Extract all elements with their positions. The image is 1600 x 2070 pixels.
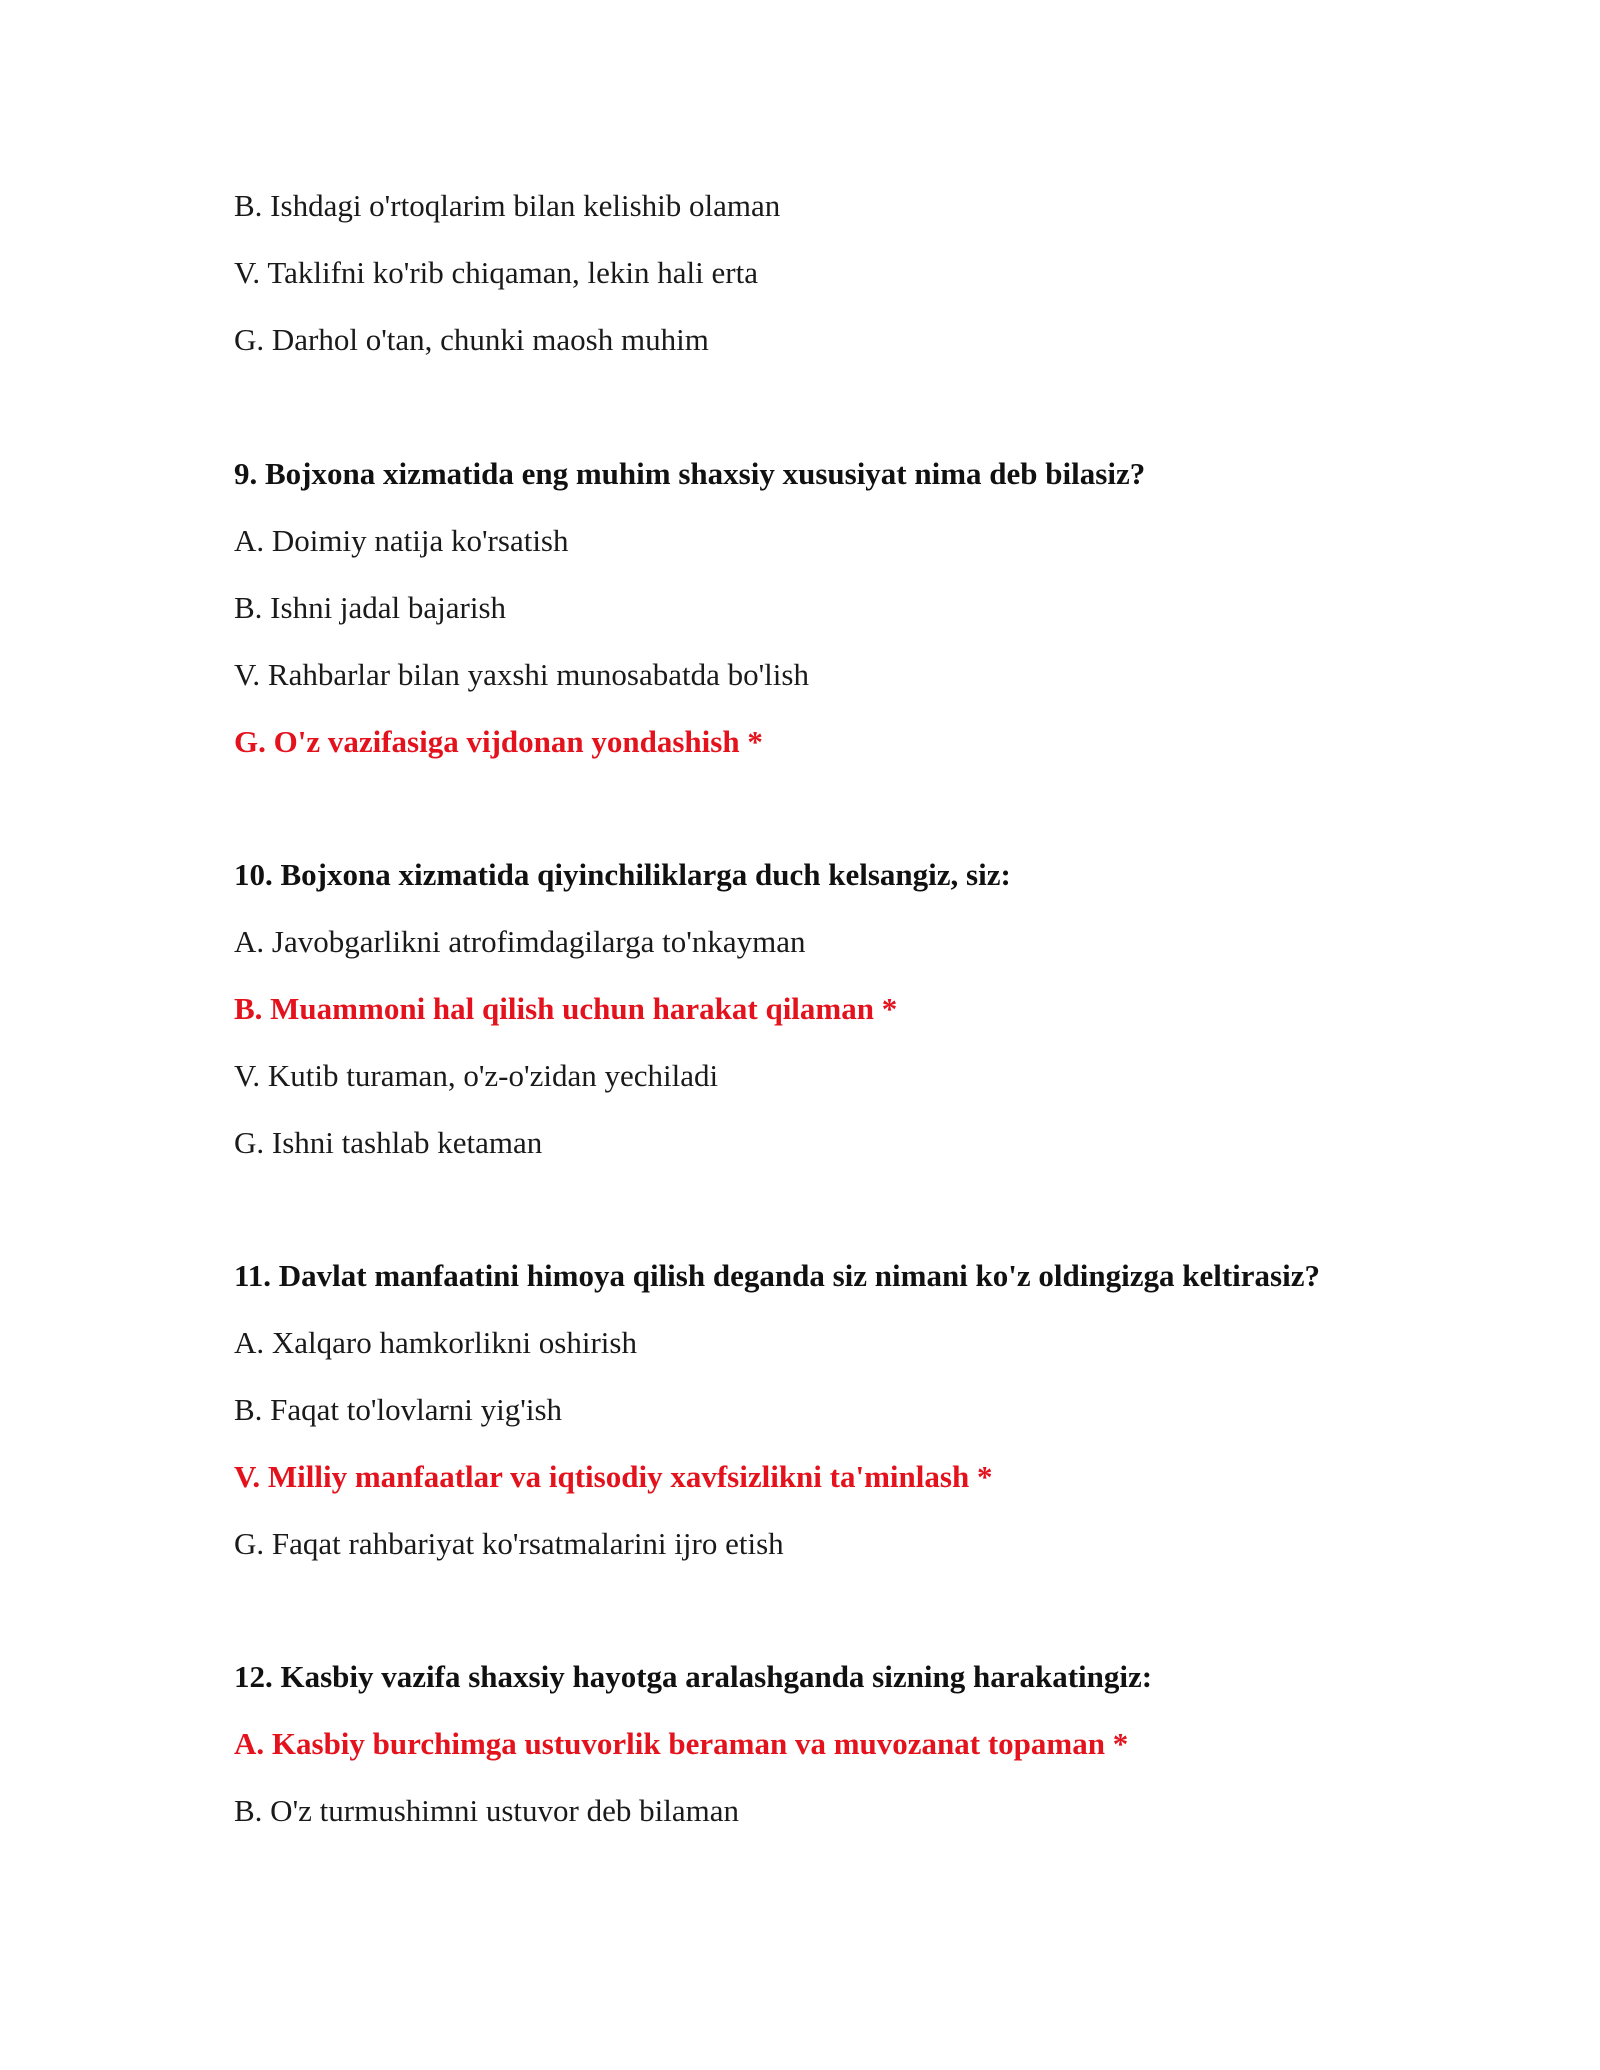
q9-option-g-correct: G. O'z vazifasiga vijdonan yondashish * [234, 724, 763, 759]
q11-option-g: G. Faqat rahbariyat ko'rsatmalarini ijro etish [234, 1526, 784, 1561]
question-10: 10. Bojxona xizmatida qiyinchiliklarga duch kelsangiz, siz: [234, 857, 1011, 892]
q10-option-g: G. Ishni tashlab ketaman [234, 1125, 543, 1160]
q12-option-b: B. O'z turmushimni ustuvor deb bilaman [234, 1793, 739, 1828]
question-11: 11. Davlat manfaatini himoya qilish deganda siz nimani ko'z oldingizga keltirasiz? [234, 1258, 1320, 1293]
option-v: V. Taklifni ko'rib chiqaman, lekin hali erta [234, 255, 758, 290]
q9-option-a: A. Doimiy natija ko'rsatish [234, 523, 569, 558]
q9-option-v: V. Rahbarlar bilan yaxshi munosabatda bo'lish [234, 657, 809, 692]
q9-option-b: B. Ishni jadal bajarish [234, 590, 507, 625]
option-g: G. Darhol o'tan, chunki maosh muhim [234, 322, 709, 357]
question-9: 9. Bojxona xizmatida eng muhim shaxsiy xususiyat nima deb bilasiz? [234, 456, 1146, 491]
q11-option-v-correct: V. Milliy manfaatlar va iqtisodiy xavfsizlikni ta'minlash * [234, 1459, 993, 1494]
option-b: B. Ishdagi o'rtoqlarim bilan kelishib olaman [234, 188, 781, 223]
q12-option-a-correct: A. Kasbiy burchimga ustuvorlik beraman va muvozanat topaman * [234, 1726, 1129, 1761]
q10-option-v: V. Kutib turaman, o'z-o'zidan yechiladi [234, 1058, 719, 1093]
q11-option-a: A. Xalqaro hamkorlikni oshirish [234, 1325, 637, 1360]
q10-option-a: A. Javobgarlikni atrofimdagilarga to'nkayman [234, 924, 806, 959]
q11-option-b: B. Faqat to'lovlarni yig'ish [234, 1392, 563, 1427]
q10-option-b-correct: B. Muammoni hal qilish uchun harakat qilaman * [234, 991, 898, 1026]
question-12: 12. Kasbiy vazifa shaxsiy hayotga aralashganda sizning harakatingiz: [234, 1659, 1153, 1694]
